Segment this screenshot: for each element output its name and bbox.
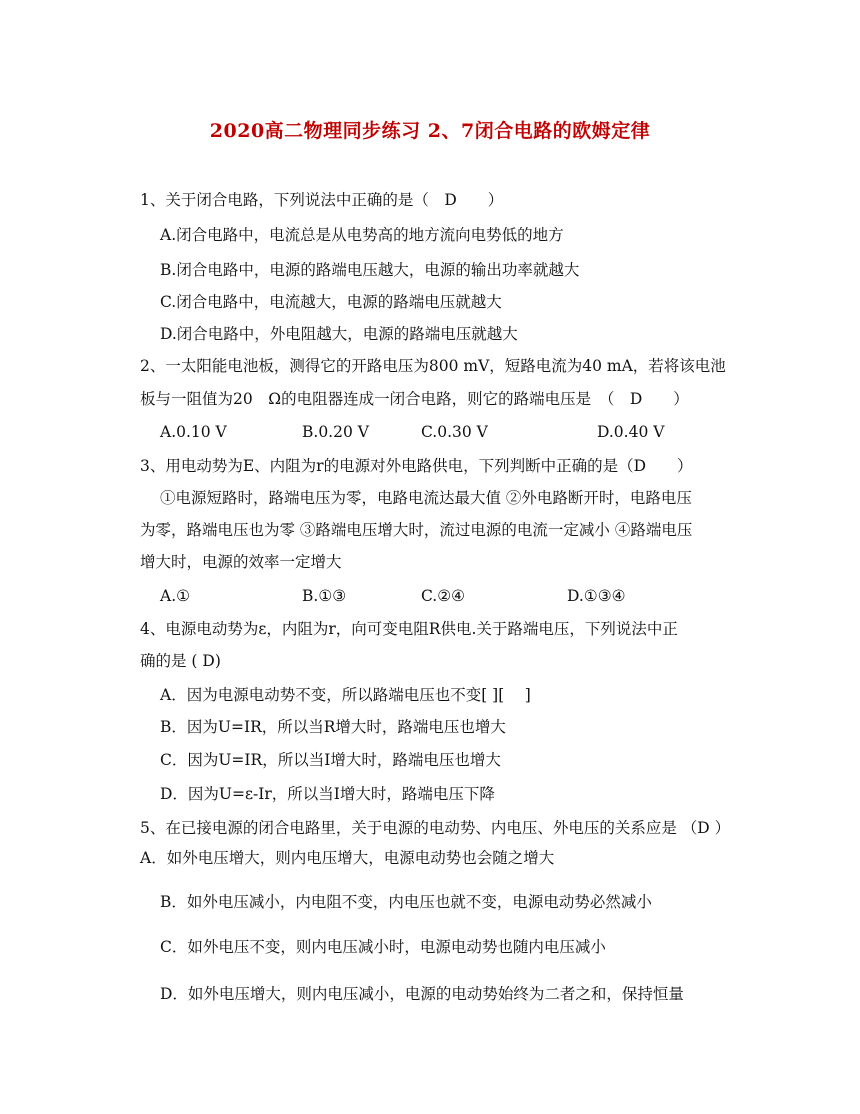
- question-5-option-b: B．如外电压减小，内电阻不变，内电压也就不变，电源电动势必然减小: [160, 893, 652, 911]
- question-3-options: [0, 587, 860, 607]
- question-3-option-d: D.①③④: [567, 587, 626, 605]
- question-2-stem-line-2: 板与一阻值为20 Ω的电阻器连成一闭合电路，则它的路端电压是 （ D ）: [140, 390, 689, 408]
- question-2-option-d: D.0.40 V: [597, 423, 665, 441]
- question-1-option-c: C.闭合电路中，电流越大，电源的路端电压就越大: [160, 293, 502, 311]
- page-title: 2020高二物理同步练习 2、7闭合电路的欧姆定律: [209, 120, 651, 142]
- question-2-option-b: B.0.20 V: [302, 423, 369, 441]
- question-3-option-a: A.①: [160, 587, 191, 605]
- question-2-option-a: A.0.10 V: [160, 423, 227, 441]
- question-5-option-d: D．如外电压增大，则内电压减小，电源的电动势始终为二者之和，保持恒量: [160, 985, 684, 1003]
- question-2-stem-line-1: 2、一太阳能电池板，测得它的开路电压为800 mV，短路电流为40 mA，若将该电池: [140, 357, 726, 375]
- question-4-stem-line-1: 4、电源电动势为ε，内阻为r，向可变电阻R供电.关于路端电压，下列说法中正: [140, 620, 678, 638]
- question-3-body-line-2: 为零，路端电压也为零 ③路端电压增大时，流过电源的电流一定减小 ④路端电压: [140, 521, 693, 539]
- question-4-option-a: A．因为电源电动势不变，所以路端电压也不变[ ][ ]: [160, 686, 531, 704]
- question-3-stem: 3、用电动势为E、内阻为r的电源对外电路供电，下列判断中正确的是（D ）: [140, 457, 693, 475]
- question-2-options: [0, 423, 860, 443]
- question-5-option-a: A．如外电压增大，则内电压增大，电源电动势也会随之增大: [140, 849, 555, 867]
- question-4-stem-line-2: 确的是 ( D): [140, 652, 221, 670]
- question-4-option-d: D．因为U=ε-Ir，所以当I增大时，路端电压下降: [160, 785, 495, 803]
- question-1-option-a: A.闭合电路中，电流总是从电势高的地方流向电势低的地方: [160, 226, 564, 244]
- question-3-body-line-1: ①电源短路时，路端电压为零，电路电流达最大值 ②外电路断开时，电路电压: [160, 489, 692, 507]
- question-1-option-d: D.闭合电路中，外电阻越大，电源的路端电压就越大: [160, 325, 518, 343]
- question-1-stem: 1、关于闭合电路，下列说法中正确的是（ D ）: [140, 191, 504, 209]
- question-3-option-c: C.②④: [421, 587, 466, 605]
- question-2-option-c: C.0.30 V: [421, 423, 488, 441]
- question-5-stem: 5、在已接电源的闭合电路里，关于电源的电动势、内电压、外电压的关系应是 （D ）: [140, 819, 731, 837]
- question-5-option-c: C．如外电压不变，则内电压减小时，电源电动势也随内电压减小: [160, 938, 606, 956]
- question-4-option-c: C．因为U=IR，所以当I增大时，路端电压也增大: [160, 751, 501, 769]
- question-3-option-b: B.①③: [302, 587, 347, 605]
- question-3-body-line-3: 增大时，电源的效率一定增大: [140, 553, 342, 571]
- question-4-option-b: B．因为U=IR，所以当R增大时，路端电压也增大: [160, 718, 506, 736]
- question-1-option-b: B.闭合电路中，电源的路端电压越大，电源的输出功率就越大: [160, 261, 580, 279]
